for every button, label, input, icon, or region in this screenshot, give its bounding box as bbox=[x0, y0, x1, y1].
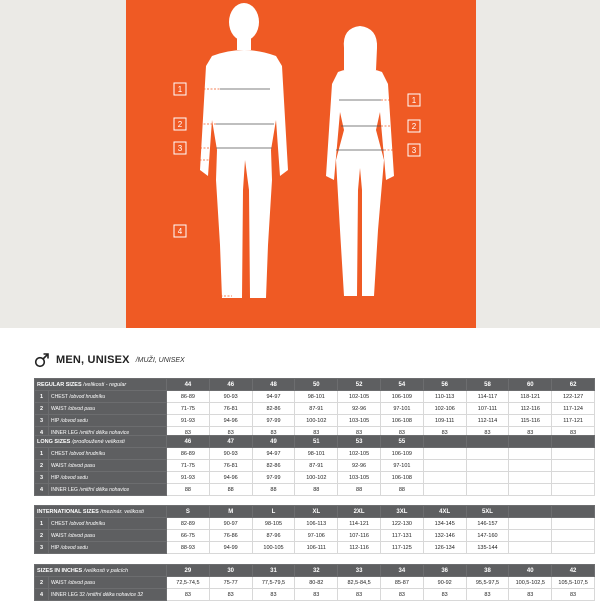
size-header-cell: 56 bbox=[423, 379, 466, 391]
table-cell bbox=[509, 472, 552, 484]
table-cell bbox=[466, 472, 509, 484]
table-cell: 146-157 bbox=[466, 518, 509, 530]
table-cell: 106-108 bbox=[380, 472, 423, 484]
table-cell: 83 bbox=[252, 589, 295, 601]
table-heading bbox=[35, 506, 167, 518]
table-cell: 83 bbox=[466, 589, 509, 601]
table-cell: 92-96 bbox=[338, 403, 381, 415]
table-cell: 88 bbox=[209, 484, 252, 496]
table-cell bbox=[509, 460, 552, 472]
measure-sublabel: /obvod hrudníku bbox=[69, 520, 106, 527]
measure-label bbox=[49, 530, 167, 542]
table-cell: 83 bbox=[209, 589, 252, 601]
table-cell: 83 bbox=[381, 427, 424, 439]
size-header-cell: 50 bbox=[295, 379, 338, 391]
section-title-text: MEN, UNISEX bbox=[56, 354, 130, 366]
table-cell: 97-99 bbox=[252, 472, 295, 484]
table-cell: 83 bbox=[552, 589, 595, 601]
male-marker-3: 3 bbox=[177, 144, 183, 153]
size-header-cell: L bbox=[252, 506, 295, 518]
size-header-cell: 48 bbox=[252, 379, 295, 391]
table-cell bbox=[509, 518, 552, 530]
size-header-cell: 3XL bbox=[380, 506, 423, 518]
table-row bbox=[35, 391, 595, 403]
table-cell: 97-106 bbox=[295, 530, 338, 542]
table-cell: 122-130 bbox=[380, 518, 423, 530]
measure-number: 2 bbox=[35, 577, 49, 589]
table-cell bbox=[552, 460, 595, 472]
table-cell: 114-121 bbox=[338, 518, 381, 530]
table-cell: 88 bbox=[338, 484, 381, 496]
female-marker-1: 1 bbox=[411, 96, 417, 105]
table-cell: 114-117 bbox=[466, 391, 509, 403]
table-heading-label: INTERNATIONAL SIZES bbox=[37, 508, 99, 515]
table-cell: 105,5-107,5 bbox=[552, 577, 595, 589]
table-cell: 83 bbox=[552, 427, 595, 439]
table-cell: 106-111 bbox=[295, 542, 338, 554]
measure-number: 3 bbox=[35, 415, 49, 427]
size-header-cell: 60 bbox=[509, 379, 552, 391]
table-cell: 147-160 bbox=[466, 530, 509, 542]
measure-number: 2 bbox=[35, 460, 49, 472]
table-heading-label: SIZES IN INCHES bbox=[37, 567, 83, 574]
male-silhouette bbox=[200, 3, 288, 298]
table-cell: 135-144 bbox=[466, 542, 509, 554]
size-header-cell bbox=[509, 436, 552, 448]
measure-sublabel: /obvod pasu bbox=[67, 462, 96, 469]
size-header-cell: 5XL bbox=[466, 506, 509, 518]
table-cell: 112-116 bbox=[338, 542, 381, 554]
size-header-cell: 30 bbox=[209, 565, 252, 577]
table-cell: 115-116 bbox=[509, 415, 552, 427]
size-header-cell bbox=[466, 436, 509, 448]
size-header-cell: S bbox=[167, 506, 210, 518]
female-marker-3: 3 bbox=[411, 146, 417, 155]
table-cell: 88 bbox=[252, 484, 295, 496]
table-cell: 94-99 bbox=[209, 542, 252, 554]
size-header-cell: 4XL bbox=[423, 506, 466, 518]
table-cell: 71-75 bbox=[167, 403, 210, 415]
table-cell: 106-109 bbox=[380, 448, 423, 460]
size-header-cell: XL bbox=[295, 506, 338, 518]
table-cell: 94-97 bbox=[252, 448, 295, 460]
measure-number: 2 bbox=[35, 403, 49, 415]
table-cell bbox=[423, 484, 466, 496]
male-marker-1: 1 bbox=[177, 85, 183, 94]
table-row bbox=[35, 484, 595, 496]
table-cell: 83 bbox=[423, 589, 466, 601]
measure-sublabel: /vnitřní délka nohavice bbox=[79, 429, 130, 436]
measure-label bbox=[49, 415, 167, 427]
size-header-cell: 33 bbox=[338, 565, 381, 577]
measure-name: WAIST bbox=[51, 579, 67, 586]
measure-name: INNER LEG bbox=[51, 486, 78, 493]
table-header-row bbox=[35, 379, 595, 391]
table-cell bbox=[509, 484, 552, 496]
table-cell bbox=[423, 472, 466, 484]
table-heading-sublabel: /velikosti v palcích bbox=[83, 567, 129, 574]
measure-label bbox=[49, 448, 167, 460]
table-row bbox=[35, 589, 595, 601]
size-header-cell bbox=[552, 436, 595, 448]
table-heading-sublabel: /velikosti - regular bbox=[83, 381, 127, 388]
table-cell: 102-105 bbox=[338, 391, 381, 403]
table-cell: 80-82 bbox=[295, 577, 338, 589]
size-header-cell: 2XL bbox=[338, 506, 381, 518]
table-cell: 103-105 bbox=[338, 472, 381, 484]
measure-name: HIP bbox=[51, 474, 60, 481]
international-sizes-table bbox=[34, 505, 595, 554]
table-cell: 90-93 bbox=[209, 391, 252, 403]
table-cell bbox=[509, 542, 552, 554]
table-cell: 98-101 bbox=[295, 448, 338, 460]
measure-sublabel: /vnitřní délka nohavice 32 bbox=[86, 591, 143, 598]
measure-name: INNER LEG 32 bbox=[51, 591, 85, 598]
table-cell: 107-111 bbox=[466, 403, 509, 415]
table-heading-sublabel: /prodloužené velikosti bbox=[71, 438, 125, 445]
table-cell: 83 bbox=[167, 427, 210, 439]
table-row bbox=[35, 460, 595, 472]
table-cell: 94-96 bbox=[209, 415, 252, 427]
table-cell: 83 bbox=[295, 427, 338, 439]
table-heading bbox=[35, 379, 167, 391]
measure-label bbox=[49, 518, 167, 530]
measure-label bbox=[49, 542, 167, 554]
table-cell: 122-127 bbox=[552, 391, 595, 403]
measure-name: WAIST bbox=[51, 405, 67, 412]
size-header-cell: 58 bbox=[466, 379, 509, 391]
table-cell: 66-75 bbox=[167, 530, 210, 542]
measure-label bbox=[49, 589, 167, 601]
table-cell: 83 bbox=[167, 589, 210, 601]
regular-sizes-table bbox=[34, 378, 595, 439]
table-cell: 117-121 bbox=[552, 415, 595, 427]
table-cell bbox=[466, 484, 509, 496]
table-cell: 112-114 bbox=[466, 415, 509, 427]
table-header-row bbox=[35, 565, 595, 577]
table-cell bbox=[552, 448, 595, 460]
size-header-cell: 42 bbox=[552, 565, 595, 577]
table-cell bbox=[466, 460, 509, 472]
measure-sublabel: /obvod sedu bbox=[60, 417, 88, 424]
table-cell: 95,5-97,5 bbox=[466, 577, 509, 589]
table-cell: 91-93 bbox=[167, 472, 210, 484]
table-cell: 77,5-79,5 bbox=[252, 577, 295, 589]
size-header-cell: 29 bbox=[167, 565, 210, 577]
size-header-cell: 36 bbox=[423, 565, 466, 577]
table-header-row bbox=[35, 436, 595, 448]
table-cell: 109-111 bbox=[423, 415, 466, 427]
table-cell: 82-86 bbox=[252, 403, 295, 415]
size-header-cell: 52 bbox=[338, 379, 381, 391]
measure-number: 3 bbox=[35, 472, 49, 484]
table-cell bbox=[552, 542, 595, 554]
size-header-cell: M bbox=[209, 506, 252, 518]
table-cell: 117-131 bbox=[380, 530, 423, 542]
table-cell: 86-89 bbox=[167, 391, 210, 403]
table-cell: 107-116 bbox=[338, 530, 381, 542]
measure-sublabel: /obvod hrudníku bbox=[69, 393, 106, 400]
measure-label bbox=[49, 460, 167, 472]
measure-label bbox=[49, 403, 167, 415]
size-header-cell: 49 bbox=[252, 436, 295, 448]
table-row bbox=[35, 542, 595, 554]
table-cell: 106-109 bbox=[381, 391, 424, 403]
table-cell: 83 bbox=[338, 589, 381, 601]
table-cell bbox=[423, 460, 466, 472]
table-header-row bbox=[35, 506, 595, 518]
table-cell: 86-89 bbox=[167, 448, 210, 460]
female-silhouette bbox=[326, 26, 394, 296]
table-cell: 71-75 bbox=[167, 460, 210, 472]
table-cell: 83 bbox=[209, 427, 252, 439]
table-cell bbox=[509, 530, 552, 542]
table-heading-label: LONG SIZES bbox=[37, 438, 71, 445]
table-heading-sublabel: /mezinár. velikosti bbox=[100, 508, 144, 515]
table-cell: 82,5-84,5 bbox=[338, 577, 381, 589]
measure-name: CHEST bbox=[51, 520, 68, 527]
table-cell: 97-99 bbox=[252, 415, 295, 427]
table-row bbox=[35, 530, 595, 542]
table-row bbox=[35, 415, 595, 427]
size-header-cell: 31 bbox=[252, 565, 295, 577]
table-row bbox=[35, 403, 595, 415]
size-header-cell bbox=[552, 506, 595, 518]
male-marker-4: 4 bbox=[177, 227, 183, 236]
table-cell: 75-77 bbox=[209, 577, 252, 589]
table-cell: 102-106 bbox=[423, 403, 466, 415]
measure-name: HIP bbox=[51, 417, 60, 424]
table-cell: 88-93 bbox=[167, 542, 210, 554]
size-header-cell: 44 bbox=[167, 379, 210, 391]
measure-number: 4 bbox=[35, 484, 49, 496]
table-cell: 106-108 bbox=[381, 415, 424, 427]
male-marker-2: 2 bbox=[177, 120, 183, 129]
measure-number: 1 bbox=[35, 391, 49, 403]
table-row bbox=[35, 448, 595, 460]
measure-number: 4 bbox=[35, 427, 49, 439]
table-row bbox=[35, 472, 595, 484]
table-cell: 83 bbox=[295, 589, 338, 601]
table-cell: 117-125 bbox=[380, 542, 423, 554]
table-cell bbox=[423, 448, 466, 460]
size-header-cell: 51 bbox=[295, 436, 338, 448]
section-title bbox=[34, 352, 185, 368]
long-sizes-table bbox=[34, 435, 595, 496]
table-cell: 118-121 bbox=[509, 391, 552, 403]
table-cell: 83 bbox=[252, 427, 295, 439]
size-header-cell: 46 bbox=[209, 379, 252, 391]
measure-number: 1 bbox=[35, 518, 49, 530]
table-heading bbox=[35, 565, 167, 577]
table-cell: 72,5-74,5 bbox=[167, 577, 210, 589]
size-header-cell: 46 bbox=[167, 436, 210, 448]
table-cell: 97-101 bbox=[381, 403, 424, 415]
measure-label bbox=[49, 472, 167, 484]
table-cell: 85-87 bbox=[380, 577, 423, 589]
table-cell: 88 bbox=[380, 484, 423, 496]
table-cell: 87-91 bbox=[295, 403, 338, 415]
female-marker-labels bbox=[408, 94, 420, 156]
size-header-cell bbox=[423, 436, 466, 448]
table-cell: 83 bbox=[338, 427, 381, 439]
table-cell: 98-105 bbox=[252, 518, 295, 530]
size-header-cell: 54 bbox=[381, 379, 424, 391]
table-cell: 88 bbox=[295, 484, 338, 496]
size-header-cell: 32 bbox=[295, 565, 338, 577]
inch-sizes-table bbox=[34, 564, 595, 601]
measure-sublabel: /obvod pasu bbox=[67, 405, 96, 412]
table-cell: 94-96 bbox=[209, 472, 252, 484]
table-cell bbox=[552, 530, 595, 542]
size-header-cell: 55 bbox=[380, 436, 423, 448]
measure-number: 1 bbox=[35, 448, 49, 460]
table-cell: 100,5-102,5 bbox=[509, 577, 552, 589]
table-cell: 90-97 bbox=[209, 518, 252, 530]
section-subtitle: /MUŽI, UNISEX bbox=[135, 356, 185, 364]
table-cell: 76-81 bbox=[209, 403, 252, 415]
measure-label bbox=[49, 577, 167, 589]
size-header-cell: 34 bbox=[380, 565, 423, 577]
measure-sublabel: /obvod pasu bbox=[67, 579, 96, 586]
table-cell: 83 bbox=[509, 427, 552, 439]
measure-sublabel: /vnitřní délka nohavice bbox=[79, 486, 130, 493]
table-cell: 100-102 bbox=[295, 415, 338, 427]
table-cell: 90-93 bbox=[209, 448, 252, 460]
table-cell: 106-113 bbox=[295, 518, 338, 530]
table-cell: 83 bbox=[509, 589, 552, 601]
table-cell bbox=[509, 448, 552, 460]
table-cell: 134-145 bbox=[423, 518, 466, 530]
table-cell bbox=[552, 472, 595, 484]
table-cell: 83 bbox=[423, 427, 466, 439]
measure-label bbox=[49, 391, 167, 403]
table-cell bbox=[552, 484, 595, 496]
table-cell: 92-96 bbox=[338, 460, 381, 472]
table-cell: 83 bbox=[466, 427, 509, 439]
size-header-cell bbox=[509, 506, 552, 518]
table-heading bbox=[35, 436, 167, 448]
table-cell: 87-91 bbox=[295, 460, 338, 472]
table-cell: 76-81 bbox=[209, 460, 252, 472]
table-row bbox=[35, 577, 595, 589]
measure-number: 2 bbox=[35, 530, 49, 542]
table-cell: 98-101 bbox=[295, 391, 338, 403]
table-cell: 112-116 bbox=[509, 403, 552, 415]
measure-name: WAIST bbox=[51, 532, 67, 539]
measure-name: INNER LEG bbox=[51, 429, 78, 436]
measure-label bbox=[49, 484, 167, 496]
measure-number: 3 bbox=[35, 542, 49, 554]
table-cell: 126-134 bbox=[423, 542, 466, 554]
measure-name: HIP bbox=[51, 544, 60, 551]
table-cell bbox=[466, 448, 509, 460]
table-cell: 82-86 bbox=[252, 460, 295, 472]
table-cell: 100-102 bbox=[295, 472, 338, 484]
table-cell bbox=[552, 518, 595, 530]
table-cell: 82-89 bbox=[167, 518, 210, 530]
table-cell: 132-146 bbox=[423, 530, 466, 542]
table-cell: 91-93 bbox=[167, 415, 210, 427]
table-cell: 76-86 bbox=[209, 530, 252, 542]
table-cell: 117-124 bbox=[552, 403, 595, 415]
table-cell: 88 bbox=[167, 484, 210, 496]
table-cell: 103-105 bbox=[338, 415, 381, 427]
table-heading-label: REGULAR SIZES bbox=[37, 381, 82, 388]
table-cell: 87-96 bbox=[252, 530, 295, 542]
measure-sublabel: /obvod pasu bbox=[67, 532, 96, 539]
measure-name: CHEST bbox=[51, 450, 68, 457]
measure-sublabel: /obvod sedu bbox=[60, 544, 88, 551]
size-header-cell: 40 bbox=[509, 565, 552, 577]
table-cell: 110-113 bbox=[423, 391, 466, 403]
male-symbol-icon bbox=[34, 352, 50, 368]
table-cell: 94-97 bbox=[252, 391, 295, 403]
male-marker-labels bbox=[174, 83, 186, 237]
measure-number: 4 bbox=[35, 589, 49, 601]
table-row bbox=[35, 518, 595, 530]
table-cell: 83 bbox=[380, 589, 423, 601]
size-header-cell: 62 bbox=[552, 379, 595, 391]
measure-sublabel: /obvod hrudníku bbox=[69, 450, 106, 457]
table-cell: 90-92 bbox=[423, 577, 466, 589]
size-header-cell: 47 bbox=[209, 436, 252, 448]
size-header-cell: 53 bbox=[338, 436, 381, 448]
size-header-cell: 38 bbox=[466, 565, 509, 577]
table-cell: 97-101 bbox=[380, 460, 423, 472]
measure-name: CHEST bbox=[51, 393, 68, 400]
measure-name: WAIST bbox=[51, 462, 67, 469]
table-cell: 102-105 bbox=[338, 448, 381, 460]
female-marker-2: 2 bbox=[411, 122, 417, 131]
table-cell: 100-105 bbox=[252, 542, 295, 554]
measure-sublabel: /obvod sedu bbox=[60, 474, 88, 481]
